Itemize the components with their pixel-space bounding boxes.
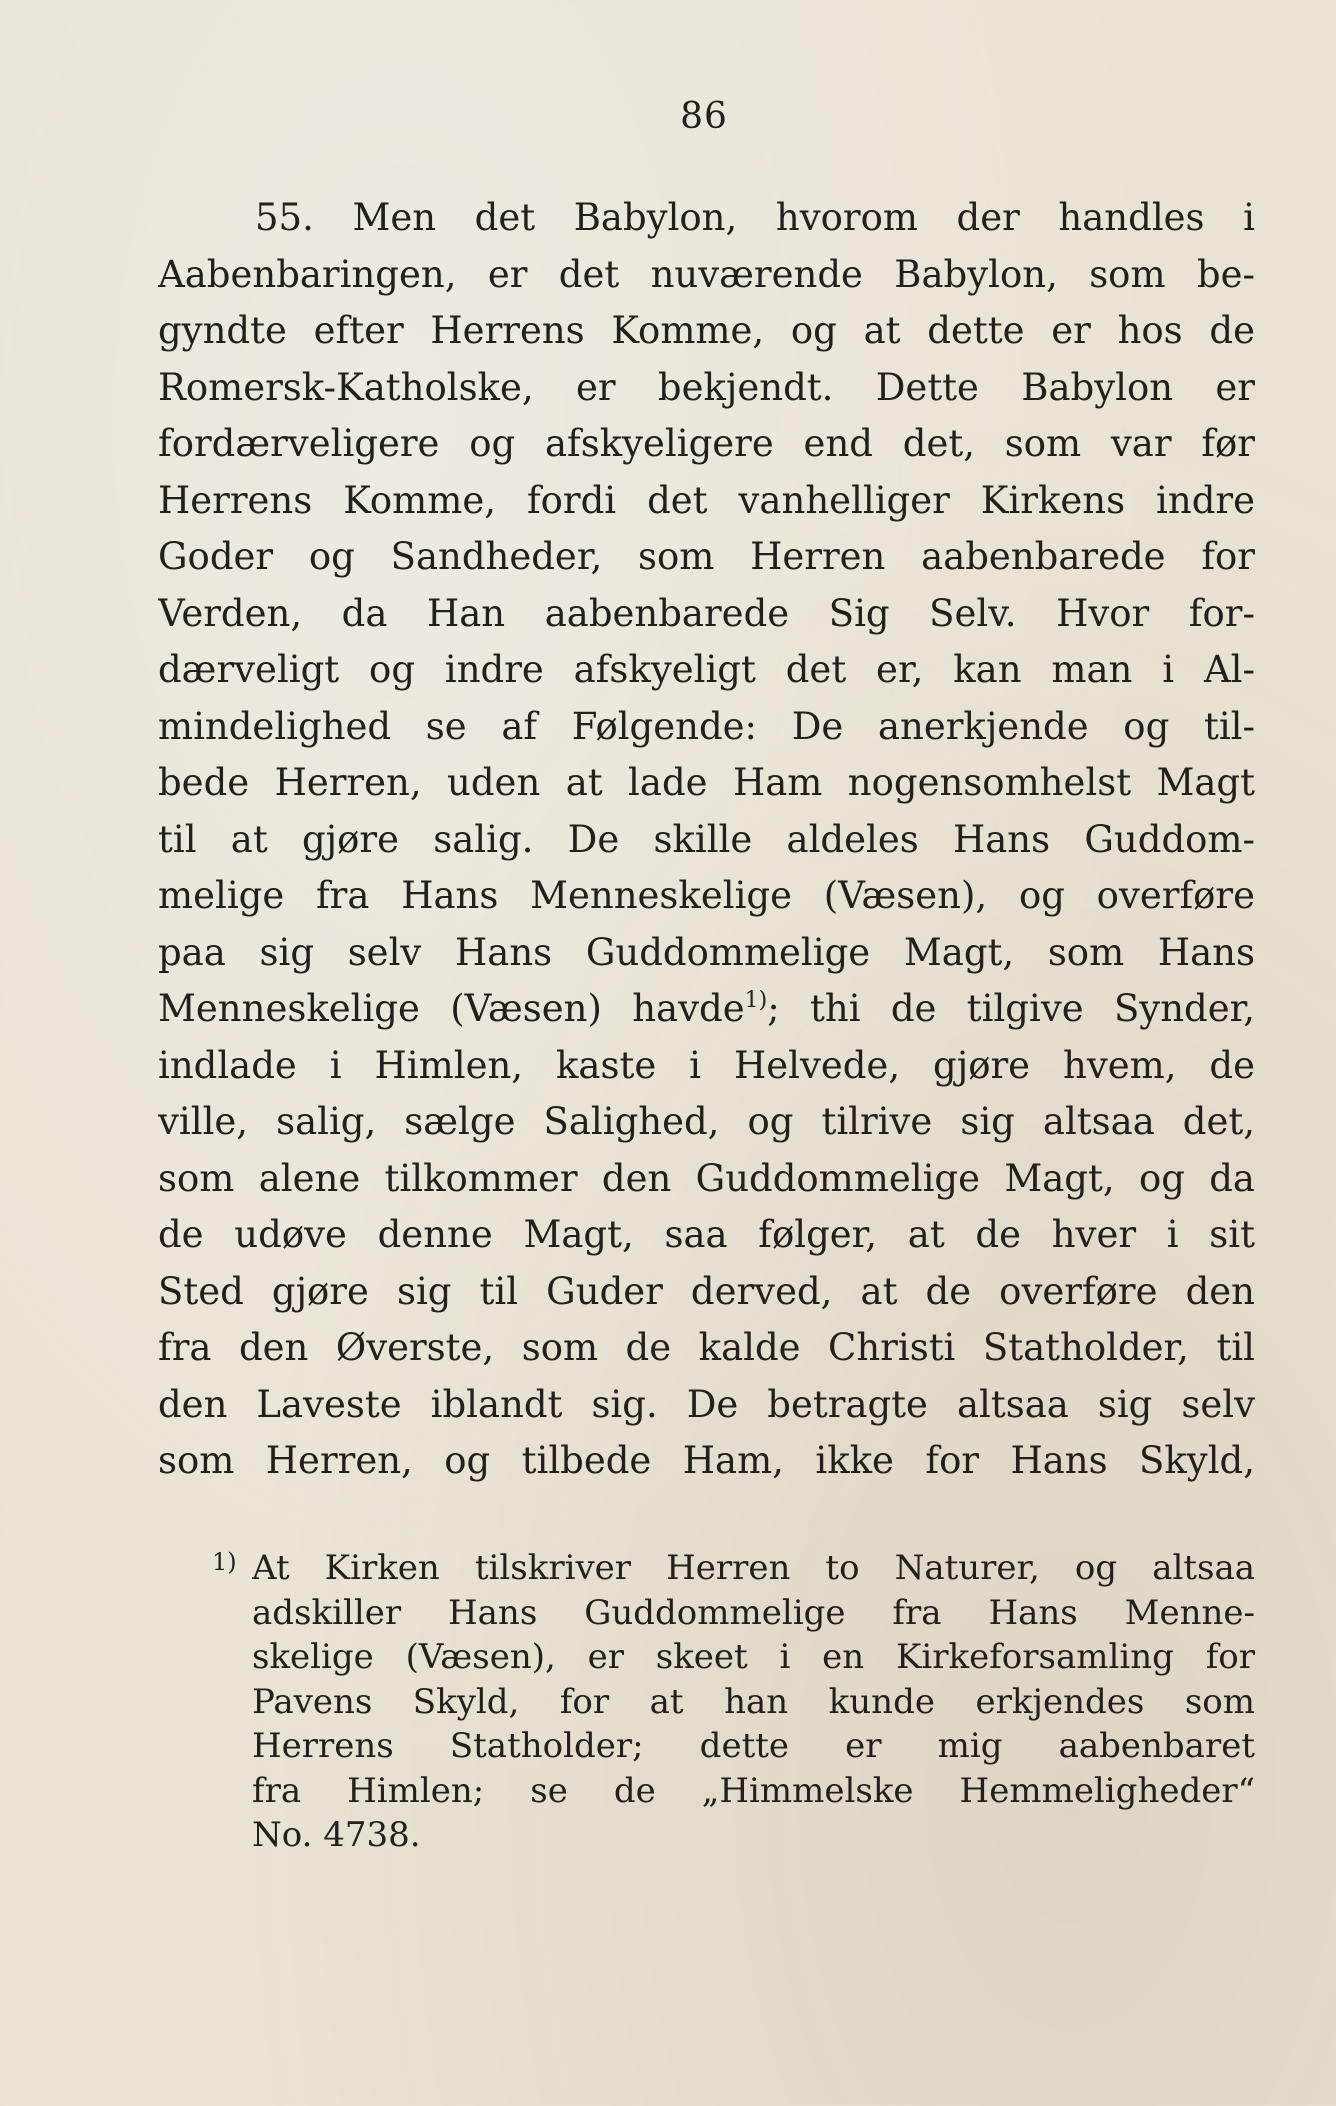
footnote-line: Herrens Statholder; dette er mig aabenbaret (252, 1726, 1255, 1766)
footnote-reference[interactable]: 1) (744, 988, 768, 1013)
text-line: dærveligt og indre afskyeligt det er, kan man i Al- (158, 648, 1255, 691)
text-line: Romersk-Katholske, er bekjendt. Dette Babylon er (158, 365, 1255, 409)
text-line: indlade i Himlen, kaste i Helvede, gjøre hvem, de (158, 1043, 1255, 1087)
text-line-with-footnote-ref (158, 981, 1255, 1038)
text-line: 55. Men det Babylon, hvorom der handles i (255, 196, 1255, 239)
main-text (158, 190, 1255, 1490)
text-segment: Menneskelige (Væsen) havde (158, 987, 745, 1030)
footnote-marker: 1) (212, 1548, 237, 1576)
text-line: den Laveste iblandt sig. De betragte altsaa sig selv (158, 1382, 1255, 1426)
text-line: som alene tilkommer den Guddommelige Magt, og da (158, 1156, 1255, 1200)
footnote-line: Pavens Skyld, for at han kunde erkjendes som (252, 1681, 1255, 1722)
text-line: som Herren, og tilbede Ham, ikke for Hans Skyld, (158, 1439, 1255, 1482)
text-line: bede Herren, uden at lade Ham nogensomhelst Magt (158, 761, 1255, 804)
footnote-line: adskiller Hans Guddommelige fra Hans Menne- (252, 1592, 1255, 1633)
footnote-line: fra Himlen; se de „Himmelske Hemmeligheder“ (252, 1770, 1255, 1811)
text-line: gyndte efter Herrens Komme, og at dette er hos de (158, 309, 1255, 352)
text-line: fordærveligere og afskyeligere end det, som var før (158, 422, 1255, 465)
text-line: mindelighed se af Følgende: De anerkjende og til- (158, 704, 1255, 748)
footnote-line: skelige (Væsen), er skeet i en Kirkeforsamling for (252, 1637, 1255, 1677)
text-segment: ; thi de tilgive Synder, (767, 987, 1255, 1030)
text-line: paa sig selv Hans Guddommelige Magt, som Hans (158, 930, 1255, 974)
footnote-line: No. 4738. (252, 1815, 421, 1855)
text-line: Aabenbaringen, er det nuværende Babylon, som be- (158, 252, 1255, 296)
footnote-line: At Kirken tilskriver Herren to Naturer, og altsaa (252, 1548, 1255, 1588)
footnote (212, 1546, 1255, 1858)
text-line: Sted gjøre sig til Guder derved, at de overføre den (158, 1269, 1255, 1313)
text-line: ville, salig, sælge Salighed, og tilrive sig altsaa det, (158, 1100, 1255, 1143)
text-line: Herrens Komme, fordi det vanhelliger Kirkens indre (158, 478, 1255, 522)
text-line: Verden, da Han aabenbarede Sig Selv. Hvor for- (158, 591, 1255, 635)
text-line: til at gjøre salig. De skille aldeles Hans Guddom- (158, 817, 1255, 861)
text-line: melige fra Hans Menneskelige (Væsen), og overføre (158, 874, 1255, 917)
text-line: fra den Øverste, som de kalde Christi Statholder, til (158, 1326, 1255, 1369)
text-line: Goder og Sandheder, som Herren aabenbarede for (158, 535, 1255, 578)
page-number: 86 (680, 96, 728, 137)
text-line: de udøve denne Magt, saa følger, at de hver i sit (158, 1213, 1255, 1256)
